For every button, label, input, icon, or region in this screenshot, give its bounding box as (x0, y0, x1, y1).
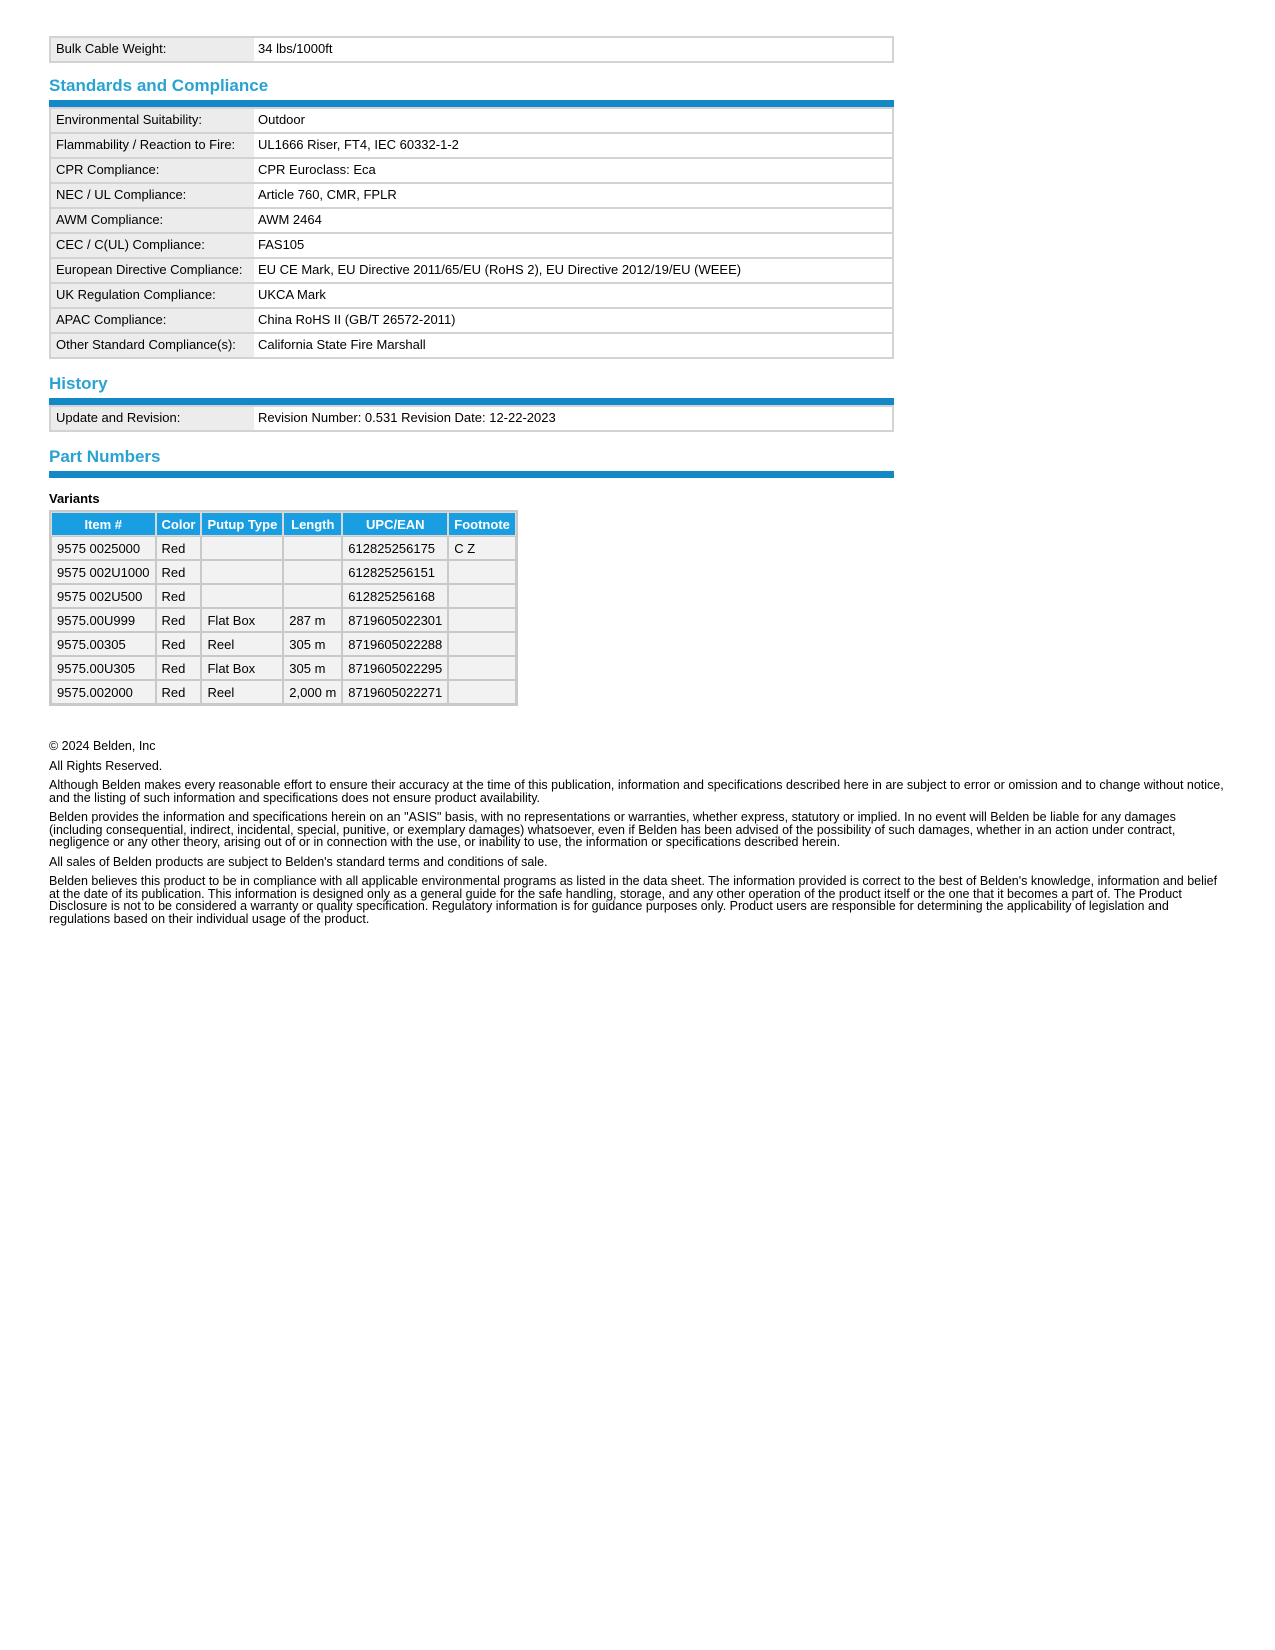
spec-value: 34 lbs/1000ft (254, 38, 892, 61)
history-divider (49, 398, 894, 405)
table-row (51, 536, 516, 560)
table-cell: 8719605022295 (342, 656, 448, 680)
table-cell: 612825256175 (342, 536, 448, 560)
spec-row (49, 234, 894, 259)
spec-value: UL1666 Riser, FT4, IEC 60332-1-2 (254, 134, 892, 157)
spec-row (49, 159, 894, 184)
table-cell: 2,000 m (283, 680, 342, 704)
column-header: Item # (51, 512, 156, 536)
datasheet-page (49, 36, 1229, 932)
spec-label: APAC Compliance: (51, 309, 254, 332)
table-cell: 8719605022301 (342, 608, 448, 632)
table-cell (448, 608, 516, 632)
spec-row (49, 107, 894, 134)
table-cell (201, 560, 283, 584)
table-row (51, 608, 516, 632)
table-cell: 9575 0025000 (51, 536, 156, 560)
spec-row (49, 259, 894, 284)
standards-heading: Standards and Compliance (49, 76, 269, 95)
spec-row (49, 284, 894, 309)
table-cell (201, 584, 283, 608)
spec-value: China RoHS II (GB/T 26572-2011) (254, 309, 892, 332)
variants-title: Variants (49, 491, 100, 506)
table-cell (448, 680, 516, 704)
spec-value: Outdoor (254, 109, 892, 132)
legal-paragraph: Belden believes this product to be in compliance with all applicable environmental programs as listed in the data sheet. The information provided is correct to the best of Belden's knowledge, information and belief at the date of its publication. This information is designed only as a general guide for the safe handling, storage, and any other operation of the product itself or the one that it becomes a part of. The Product Disclosure is not to be considered a warranty or quality specification. Regulatory information is for guidance purposes only. Product users are responsible for determining the applicability of legislation and regulations based on their individual usage of the product. (49, 874, 1218, 926)
table-cell: Red (156, 656, 202, 680)
spec-label: Flammability / Reaction to Fire: (51, 134, 254, 157)
spec-label: UK Regulation Compliance: (51, 284, 254, 307)
table-cell: 305 m (283, 632, 342, 656)
table-cell: 9575 002U500 (51, 584, 156, 608)
spec-label: Other Standard Compliance(s): (51, 334, 254, 357)
table-cell: Red (156, 584, 202, 608)
standards-table (49, 107, 894, 359)
spec-row (49, 134, 894, 159)
table-cell (448, 632, 516, 656)
column-header: Length (283, 512, 342, 536)
history-heading: History (49, 374, 108, 393)
table-cell: 9575.00305 (51, 632, 156, 656)
table-cell: 612825256168 (342, 584, 448, 608)
column-header: UPC/EAN (342, 512, 448, 536)
table-cell: 287 m (283, 608, 342, 632)
table-row (51, 632, 516, 656)
spec-value: FAS105 (254, 234, 892, 257)
table-cell: Red (156, 608, 202, 632)
spec-label: CEC / C(UL) Compliance: (51, 234, 254, 257)
table-cell (448, 560, 516, 584)
table-cell: Flat Box (201, 608, 283, 632)
table-cell (201, 536, 283, 560)
table-cell: 8719605022271 (342, 680, 448, 704)
table-cell (283, 584, 342, 608)
table-row (51, 680, 516, 704)
spec-row-bulk-cable-weight (49, 36, 894, 63)
part-numbers-heading: Part Numbers (49, 447, 161, 466)
table-row (51, 656, 516, 680)
history-table (49, 405, 894, 432)
spec-label: Update and Revision: (51, 407, 254, 430)
rights-text: All Rights Reserved. (49, 758, 163, 773)
copyright-text: © 2024 Belden, Inc (49, 739, 156, 753)
table-cell: Red (156, 560, 202, 584)
table-cell (448, 584, 516, 608)
table-cell: 9575.00U999 (51, 608, 156, 632)
spec-value: Article 760, CMR, FPLR (254, 184, 892, 207)
table-cell: Flat Box (201, 656, 283, 680)
table-cell: Red (156, 536, 202, 560)
spec-label: CPR Compliance: (51, 159, 254, 182)
legal-paragraph: Although Belden makes every reasonable effort to ensure their accuracy at the time of this publication, information and specifications described here in are subject to error or omission and to change without notice, and the listing of such information and specifications does not ensure product availability. (49, 778, 1224, 805)
legal-section (49, 740, 1229, 925)
variants-body (51, 536, 516, 704)
spec-row (49, 309, 894, 334)
table-cell: 612825256151 (342, 560, 448, 584)
variants-header-row (51, 512, 516, 536)
table-cell: Reel (201, 632, 283, 656)
table-cell: C Z (448, 536, 516, 560)
legal-paragraph: Belden provides the information and specifications herein on an "ASIS" basis, with no representations or warranties, whether express, statutory or implied. In no event will Belden be liable for any damages (including consequential, indirect, incidental, special, punitive, or exemplary damages) whatsoever, even if Belden has been advised of the possibility of such damages, whether in an action under contract, negligence or any other theory, arising out of or in connection with the use, or inability to use, the information or specifications described herein. (49, 810, 1176, 849)
spec-label: European Directive Compliance: (51, 259, 254, 282)
column-header: Footnote (448, 512, 516, 536)
spec-value: CPR Euroclass: Eca (254, 159, 892, 182)
table-cell: 9575 002U1000 (51, 560, 156, 584)
spec-label: AWM Compliance: (51, 209, 254, 232)
spec-row (49, 334, 894, 359)
column-header: Color (156, 512, 202, 536)
legal-paragraph: All sales of Belden products are subject to Belden's standard terms and conditions of sale. (49, 854, 548, 869)
column-header: Putup Type (201, 512, 283, 536)
table-cell: Red (156, 680, 202, 704)
table-row (51, 560, 516, 584)
spec-row (49, 405, 894, 432)
spec-value: Revision Number: 0.531 Revision Date: 12-22-2023 (254, 407, 892, 430)
spec-value: California State Fire Marshall (254, 334, 892, 357)
part-numbers-divider (49, 471, 894, 478)
table-cell: 9575.00U305 (51, 656, 156, 680)
spec-label: NEC / UL Compliance: (51, 184, 254, 207)
table-cell: 9575.002000 (51, 680, 156, 704)
spec-label: Bulk Cable Weight: (51, 38, 254, 61)
variants-table (49, 510, 518, 706)
table-cell: 305 m (283, 656, 342, 680)
spec-value: UKCA Mark (254, 284, 892, 307)
spec-value: EU CE Mark, EU Directive 2011/65/EU (RoHS 2), EU Directive 2012/19/EU (WEEE) (254, 259, 892, 282)
standards-divider (49, 100, 894, 107)
table-cell (283, 560, 342, 584)
table-cell (448, 656, 516, 680)
table-cell: Red (156, 632, 202, 656)
spec-value: AWM 2464 (254, 209, 892, 232)
table-row (51, 584, 516, 608)
table-cell: 8719605022288 (342, 632, 448, 656)
bulk-weight-table (49, 36, 894, 63)
spec-label: Environmental Suitability: (51, 109, 254, 132)
table-cell (283, 536, 342, 560)
spec-row (49, 184, 894, 209)
table-cell: Reel (201, 680, 283, 704)
spec-row (49, 209, 894, 234)
